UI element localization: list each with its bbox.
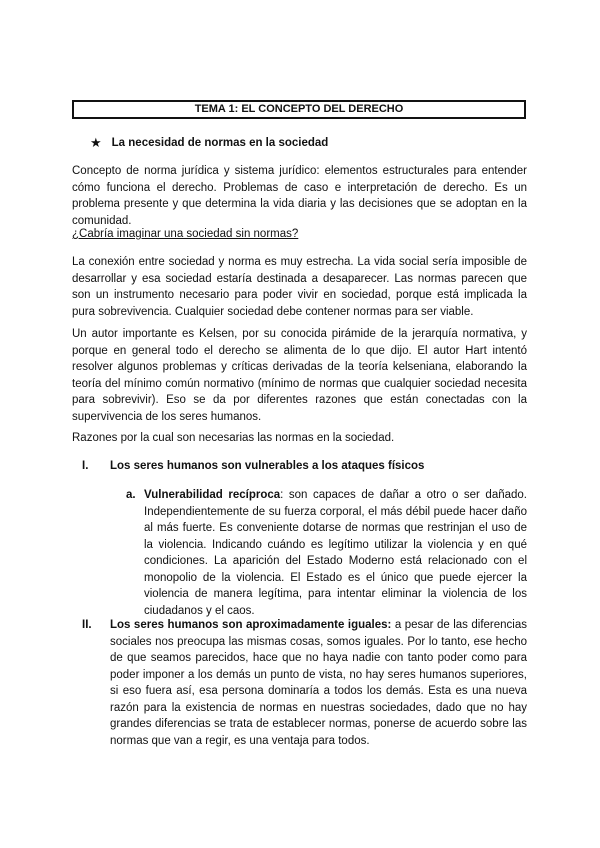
star-bullet-icon: ★ bbox=[90, 135, 102, 150]
sub-item-letter: a. bbox=[126, 489, 136, 501]
list-item bbox=[82, 617, 527, 749]
sub-item-heading: Vulnerabilidad recíproca bbox=[144, 489, 281, 501]
list-item-text: a pesar de las diferencias sociales nos preocupa las mismas cosas, somos iguales. Por lo tanto, ese hecho de que seamos parecidos, hace que no haya nadie con tanto poder como para poder imponer a los demás un punto de vista, no hay seres humanos superiores, si eso fuera así, esa persona dominaría a todos los demás. Esta es una nueva razón para la existencia de normas en nuestras sociedades, dado que no hay grandes diferencias se trata de establecer normas, ponerse de acuerdo sobre las normas que van a regir, es una ventaja para todos. bbox=[110, 619, 528, 747]
sub-item-text: : son capaces de dañar a otro o ser dañado. Independientemente de su fuerza corporal, el más débil puede hacer daño al más fuerte. Es conveniente dotarse de normas que restrinjan el uso de la violencia. Indicando cuándo es legítimo utilizar la violencia y en qué condiciones. La aparición del Estado Moderno está relacionado con el monopolio de la violencia. El Estado es el único que puede ejercer la violencia de manera legítima, para intentar eliminar la violencia de los ciudadanos y el caos. bbox=[144, 489, 527, 617]
question-heading: ¿Cabría imaginar una sociedad sin normas? bbox=[72, 228, 299, 240]
paragraph-connection: La conexión entre sociedad y norma es muy estrecha. La vida social sería imposible de desarrollar y esa sociedad estaría destinada a desaparecer. Las normas parecen que son un instrumento necesario para poder vivir en sociedad, porque está implicada la pura sobrevivencia. Cualquier sociedad debe contener normas para ser viable. bbox=[72, 256, 527, 318]
section-heading bbox=[90, 135, 328, 152]
document-title: TEMA 1: EL CONCEPTO DEL DERECHO bbox=[72, 100, 526, 119]
paragraph-kelsen: Un autor importante es Kelsen, por su conocida pirámide de la jerarquía normativa, y porque en general todo el derecho se alimenta de lo que dijo. El autor Hart intentó resolver algunos problemas y críticas derivadas de la teoría kelseniana, elaborando la teoría del mínimo común normativo (mínimo de normas que cualquier sociedad necesita para sobrevivir). Eso se da por diferentes razones que están conectadas con la supervivencia de los seres humanos. bbox=[72, 328, 527, 423]
list-item-number: II. bbox=[82, 619, 92, 631]
paragraph-reasons: Razones por la cual son necesarias las normas en la sociedad. bbox=[72, 432, 395, 444]
list-item-number: I. bbox=[82, 460, 89, 472]
sub-list-item bbox=[126, 487, 527, 619]
list-item bbox=[82, 458, 527, 475]
paragraph-intro: Concepto de norma jurídica y sistema jurídico: elementos estructurales para entender cómo funciona el derecho. Problemas de caso e interpretación de derecho. Es un problema presente y que determina la vida diaria y las decisiones que se adoptan en la comunidad. bbox=[72, 165, 527, 227]
section-heading-text: La necesidad de normas en la sociedad bbox=[111, 137, 329, 149]
list-item-heading: Los seres humanos son aproximadamente iguales: bbox=[110, 619, 392, 631]
list-item-heading: Los seres humanos son vulnerables a los ataques físicos bbox=[110, 460, 425, 472]
